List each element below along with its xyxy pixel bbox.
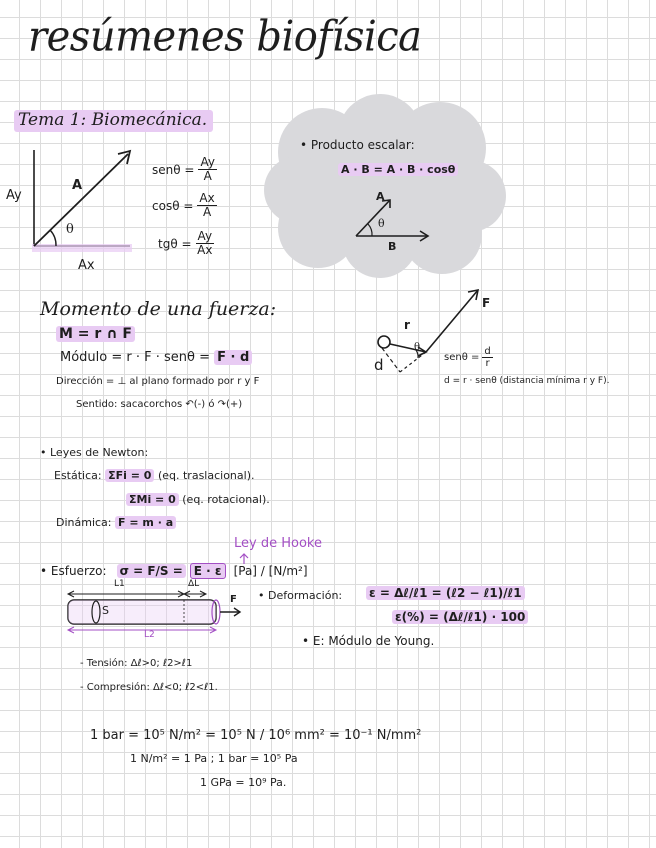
producto-vec-a-label: A [376,190,385,203]
axis-label-ay: Ay [6,188,22,203]
newton-dinamica: Dinámica: F = m · a [56,516,176,529]
bar-label-l2: L2 [144,630,155,640]
modulo-young: • E: Módulo de Young. [302,634,435,648]
bar-label-l1: L1 [114,579,125,589]
trig-formula-cos: cosθ = $\frac{Ax}{A}$ [152,191,215,219]
units-line-1: 1 bar = 10⁵ N/m² = 10⁵ N / 10⁶ mm² = 10⁻¹ N/mm² [90,728,422,743]
bar-label-f: F [230,594,237,605]
deformacion-label: • Deformación: [258,589,343,602]
momento-fig-theta-label: θ [414,342,421,353]
momento-modulo: Módulo = r · F · senθ = F · d [60,350,252,365]
momento-heading: Momento de una fuerza: [40,298,277,320]
axis-label-ax: Ax [78,258,95,273]
producto-escalar-formula: A · B = A · B · cosθ [338,163,458,176]
bar-label-dl: ΔL [188,579,200,589]
momento-sentido: Sentido: sacacorchos ↶(-) ó ↷(+) [76,399,243,410]
page-title: resúmenes biofísica [28,12,422,62]
compresion-line: - Compresión: Δℓ<0; ℓ2<ℓ1. [80,682,218,693]
ley-de-hooke-label: Ley de Hooke [234,536,322,551]
newton-estatica: Estática: ΣFi = 0 (eq. traslacional). [54,469,255,482]
momento-side-sen: senθ = $\frac{d}{r}$ [444,346,491,369]
section-heading-tema1: Tema 1: Biomecánica. [14,110,213,132]
units-line-2: 1 N/m² = 1 Pa ; 1 bar = 10⁵ Pa [130,752,298,765]
deformacion-formula: ε = Δℓ/ℓ1 = (ℓ2 − ℓ1)/ℓ1 [366,586,525,600]
bar-label-s: S [102,604,109,617]
momento-fig-r-label: r [404,318,410,332]
momento-fig-d-label: d [374,356,384,374]
producto-escalar-diagram [350,186,440,246]
producto-angle-label: θ [378,217,385,230]
cloud-background [262,92,510,278]
esfuerzo-line: • Esfuerzo: σ = F/S = E · ε [Pa] / [N/m²] [40,564,308,578]
producto-escalar-title: • Producto escalar: [300,138,415,152]
momento-side-distancia: d = r · senθ (distancia mínima r y F). [444,376,610,386]
newton-rotacional: ΣMi = 0 (eq. rotacional). [126,493,270,506]
esfuerzo-bar-diagram [60,582,250,642]
newton-title: • Leyes de Newton: [40,446,149,459]
units-line-3: 1 GPa = 10⁹ Pa. [200,776,287,789]
tension-line: - Tensión: Δℓ>0; ℓ2>ℓ1 [80,658,193,669]
vector-label-a: A [72,178,83,193]
trig-formula-tg: tgθ = $\frac{Ay}{Ax}$ [158,229,213,257]
trig-formula-sen: senθ = $\frac{Ay}{A}$ [152,155,215,183]
angle-label-theta: θ [66,222,74,237]
producto-vec-b-label: B [388,240,397,253]
momento-formula: M = r ∩ F [56,326,135,342]
momento-direccion: Dirección = ⊥ al plano formado por r y F [56,376,260,387]
momento-fig-f-label: F [482,296,491,310]
deformacion-percent: ε(%) = (Δℓ/ℓ1) · 100 [392,610,528,624]
